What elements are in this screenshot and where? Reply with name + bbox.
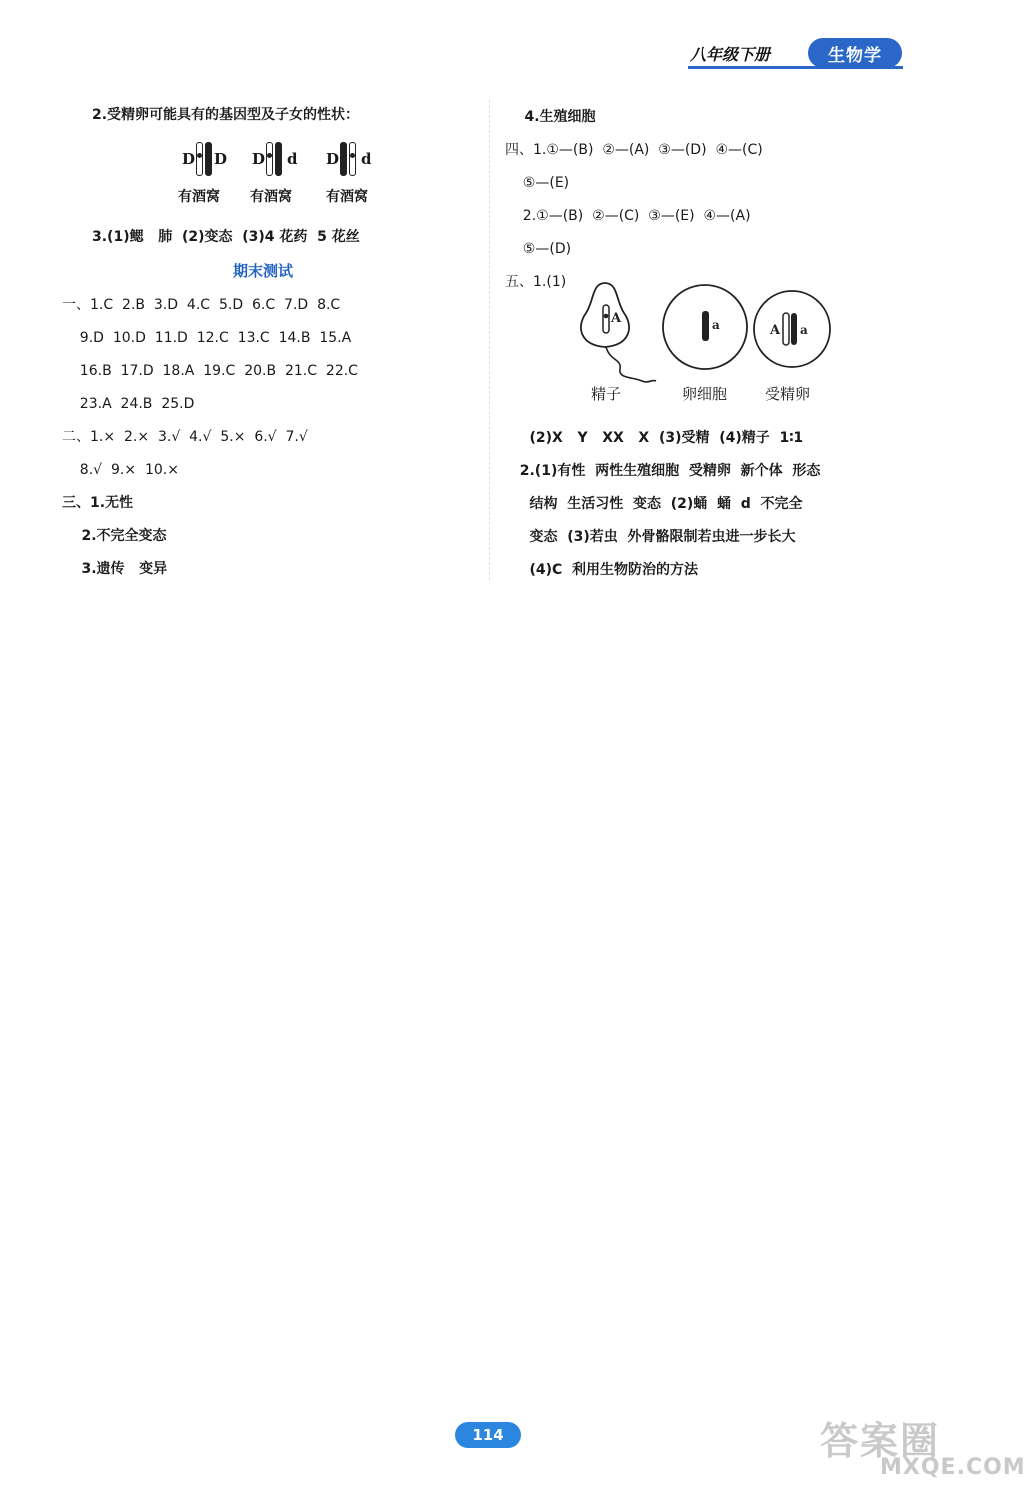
answer-line: 23.A 24.B 25.D	[62, 396, 195, 412]
chromosome-icon	[791, 313, 797, 345]
answer-line: 3.遗传 变异	[62, 561, 168, 577]
cell-diagram	[570, 275, 870, 390]
zygote-caption: 受精卵	[765, 385, 811, 403]
gene-dot-icon	[604, 314, 609, 319]
chromosome-caption-3: 有酒窝	[326, 189, 368, 205]
answer-line: 五、1.(1)	[505, 274, 567, 290]
answer-line: ⑤—(E)	[505, 175, 570, 191]
column-divider	[489, 100, 490, 580]
answer-line: 一、1.C 2.B 3.D 4.C 5.D 6.C 7.D 8.C	[62, 297, 341, 313]
chromosome-caption-1: 有酒窝	[178, 189, 220, 205]
chromosome-icon	[349, 142, 356, 176]
answer-line: 变态 (3)若虫 外骨骼限制若虫进一步长大	[510, 529, 796, 545]
chromosome-icon	[702, 311, 709, 341]
left-q3: 3.(1)鳃 肺 (2)变态 (3)4 花药 5 花丝	[92, 229, 360, 245]
gene-label: D	[182, 150, 196, 168]
answer-line: 9.D 10.D 11.D 12.C 13.C 14.B 15.A	[62, 330, 352, 346]
egg-gene-label: a	[712, 318, 720, 332]
page-number: 114	[455, 1422, 521, 1448]
watermark-url: MXQE.COM	[880, 1455, 1026, 1480]
answer-line: 四、1.①—(B) ②—(A) ③—(D) ④—(C)	[505, 142, 763, 158]
final-test-title: 期末测试	[233, 262, 294, 280]
zygote-illustration	[754, 291, 830, 367]
sperm-caption: 精子	[591, 385, 622, 403]
answer-line: 二、1.× 2.× 3.√ 4.√ 5.× 6.√ 7.√	[62, 429, 308, 445]
gene-dot-icon	[267, 153, 272, 158]
chromosome-pair-1	[182, 142, 232, 178]
gene-dot-icon	[197, 153, 202, 158]
chromosome-icon	[196, 142, 203, 176]
answer-line: 结构 生活习性 变态 (2)蛹 蛹 d 不完全	[510, 496, 803, 512]
chromosome-icon	[266, 142, 273, 176]
chromosome-caption-2: 有酒窝	[250, 189, 292, 205]
chromosome-icon	[783, 313, 789, 345]
gene-label: D	[214, 150, 228, 168]
egg-caption: 卵细胞	[682, 385, 728, 403]
zygote-gene-label-right: a	[800, 323, 808, 337]
sperm-gene-label: A	[611, 311, 622, 326]
chromosome-icon	[275, 142, 282, 176]
header-subject-badge: 生物学	[808, 38, 902, 68]
gene-label: d	[287, 150, 298, 168]
chromosome-icon	[340, 142, 347, 176]
chromosome-icon	[205, 142, 212, 176]
zygote-gene-label-left: A	[770, 323, 781, 338]
chromosome-pair-3	[326, 142, 376, 178]
answer-line: 2.①—(B) ②—(C) ③—(E) ④—(A)	[505, 208, 751, 224]
gene-label: D	[252, 150, 266, 168]
gene-dot-icon	[350, 153, 355, 158]
watermark-logo: 答案圈	[820, 1419, 941, 1463]
answer-line: 8.√ 9.× 10.×	[62, 462, 179, 478]
egg-cell-illustration	[663, 285, 747, 369]
answer-line: 2.不完全变态	[62, 528, 167, 544]
answer-line: (2)X Y XX X (3)受精 (4)精子 1∶1	[510, 430, 804, 446]
answer-line: ⑤—(D)	[505, 241, 572, 257]
answer-line: 2.(1)有性 两性生殖细胞 受精卵 新个体 形态	[510, 463, 821, 479]
answer-line: 4.生殖细胞	[505, 109, 596, 125]
left-q2-title: 2.受精卵可能具有的基因型及子女的性状：	[92, 107, 360, 123]
chromosome-pair-2	[252, 142, 302, 178]
gene-label: D	[326, 150, 340, 168]
header-grade: 八年级下册	[690, 45, 771, 64]
answer-line: 三、1.无性	[62, 495, 134, 511]
gene-label: d	[361, 150, 372, 168]
answer-line: (4)C 利用生物防治的方法	[510, 562, 699, 578]
chromosome-icon	[603, 305, 609, 333]
answer-line: 16.B 17.D 18.A 19.C 20.B 21.C 22.C	[62, 363, 358, 379]
sperm-illustration	[581, 283, 656, 382]
